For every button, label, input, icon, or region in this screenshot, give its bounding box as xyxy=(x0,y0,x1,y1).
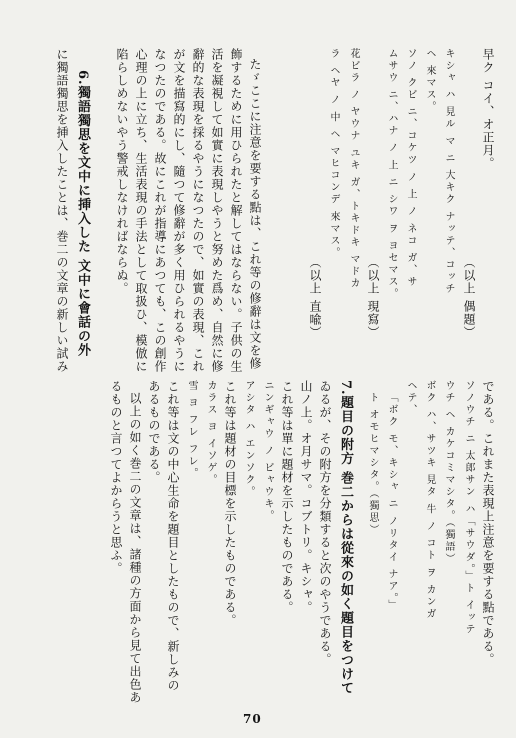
lower-column-18: あるものである。 xyxy=(147,380,161,484)
lower-column-3: ウチ ヘ カケコミマシタ。（獨語） xyxy=(443,380,454,566)
lower-column-10: 山ノ上。オ月サマ。コブトリ。キシャ。 xyxy=(299,380,313,614)
page-number: 70 xyxy=(243,712,262,726)
lower-column-15: カラス ヨ イソゲ。 xyxy=(205,380,216,487)
lower-column-19: 以上の如く巻二の文章は、諸種の方面から見て出色あ xyxy=(128,392,142,704)
upper-column-10: （以上 直喩） xyxy=(308,256,322,339)
upper-column-15: が文を描寫的にし、隨つて修辭が多く用ひられるやうに xyxy=(172,48,186,373)
upper-column-3: キシャ ハ 見ル マ ニ 大キク ナッテ、コッチ xyxy=(443,48,454,296)
upper-column-7: （以上 現寫） xyxy=(366,256,380,339)
lower-column-5: ヘテ、 xyxy=(405,380,416,416)
upper-column-4: ヘ 來マス。 xyxy=(424,48,435,114)
upper-column-9: ラ ヘヤ ノ 中 ヘ マヒコンデ 來マス。 xyxy=(328,48,339,260)
upper-column-13: 活を凝視して如實に表現しやうと努めた爲め、自然に修 xyxy=(210,48,224,373)
upper-column-20: に獨語獨思を挿入したことは、巻二の文章の新しい試み xyxy=(55,48,69,373)
upper-column-12: 飾するために用ひられたと解してはならない。子供の生 xyxy=(229,48,243,373)
upper-column-17: 心理の上に立ち、生活表現の手法として取扱ひ、模倣に xyxy=(134,48,148,373)
lower-column-1: である。これまた表現上注意を要する點である。 xyxy=(481,380,495,666)
lower-column-9: ゐるが、その附方を分類すると次のやうである。 xyxy=(318,380,332,666)
upper-column-11: たゞここに注意を要する點は、これ等の修辭は文を修 xyxy=(248,58,262,370)
upper-column-16: なつたのである。故にこれが指導にあつても、この創作 xyxy=(153,48,167,373)
upper-column-14: 辭的な表現を採るやうになつたので、如實の表現、これ xyxy=(191,48,205,373)
lower-column-13: アシタ ハ エンソク。 xyxy=(243,380,254,499)
upper-column-18: 陷らしめないやう警戒しなければならぬ。 xyxy=(115,48,129,295)
lower-column-2: ソノウチ ニ 太郎サン ハ「サウダ。」ト イッテ xyxy=(463,380,474,636)
lower-column-20: るものと言つてよからうと思ふ。 xyxy=(109,380,123,575)
upper-column-6: ムサウ ニ、ハナ ノ 上 ニ シワ ヲ ヨセマス。 xyxy=(386,48,397,301)
lower-column-14: これ等は題材の目標を示したものである。 xyxy=(223,380,237,627)
lower-column-16: 雪 ヨ フレ フレ。 xyxy=(186,380,197,480)
lower-column-11: これ等は單に題材を示したものである。 xyxy=(280,380,294,614)
section-7-heading: 7.題目の附方 巻二からは從來の如く題目をつけて xyxy=(338,380,353,696)
lower-column-12: ニンギャウ ノ ビャウキ。 xyxy=(262,380,273,523)
lower-column-6: 「ボク モ、キシャ ニ ノリタイ ナア。」 xyxy=(386,392,397,612)
section-6-heading: 6.獨語獨思を文中に挿入した 文中に會話の外 xyxy=(75,70,90,358)
upper-column-2: （以上 偶題） xyxy=(462,256,476,339)
upper-column-1: 早ク コイ、オ正月。 xyxy=(481,48,495,170)
upper-column-5: ソノ クビ ニ、コケツ ノ 上 ノ ネコ ガ、サ xyxy=(405,48,416,289)
lower-column-7: ト オモヒマシタ。（獨思） xyxy=(367,392,378,537)
upper-column-8: 花ビラ ノ ヤウナ ユキ ガ、トキドキ マドカ xyxy=(348,48,359,290)
lower-column-17: これ等は文の中心生命を題目としたもので、新しみの xyxy=(166,380,180,692)
lower-column-4: ボク ハ、サツキ 見タ 牛 ノ コト ヲ カンガ xyxy=(424,380,435,621)
